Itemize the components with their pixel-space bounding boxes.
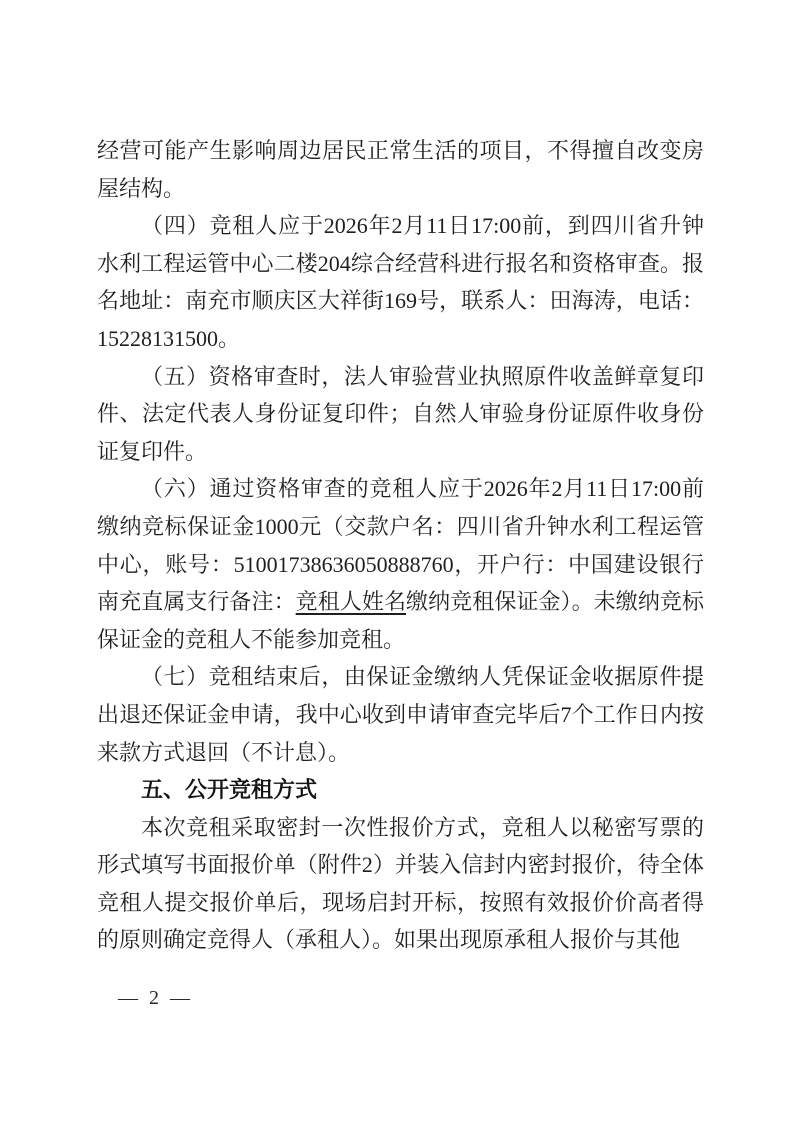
item-6-bidder-name-underlined: 竞租人姓名 xyxy=(295,589,407,615)
item-6-text-after: 缴纳竞租保证金）。未缴纳竞标保证金的竞租人不能参加竞租。 xyxy=(97,589,704,652)
paragraph-continuation: 经营可能产生影响周边居民正常生活的项目，不得擅自改变房屋结构。 xyxy=(97,138,704,201)
section-5-paragraph: 本次竞租采取密封一次性报价方式，竞租人以秘密写票的形式填写书面报价单（附件2）并装入信封内密封报价，待全体竞租人提交报价单后，现场启封开标，按照有效报价价高者得的原则确定竞得人（承租人）。如果出现原承租人报价与其他 xyxy=(97,814,704,953)
paragraph-item-5: （五）资格审查时，法人审验营业执照原件收盖鲜章复印件、法定代表人身份证复印件；自然人审验身份证原件收身份证复印件。 xyxy=(97,363,704,464)
document-body xyxy=(97,132,704,959)
page-number: — 2 — xyxy=(118,987,193,1009)
paragraph-item-7: （七）竞租结束后，由保证金缴纳人凭保证金收据原件提出退还保证金申请，我中心收到申请审查完毕后7个工作日内按来款方式退回（不计息）。 xyxy=(97,664,704,765)
paragraph-item-4: （四）竞租人应于2026年2月11日17:00前，到四川省升钟水利工程运管中心二楼204综合经营科进行报名和资格审查。报名地址：南充市顺庆区大祥街169号，联系人：田海涛，电话：15228131500。 xyxy=(97,213,704,351)
paragraph-item-6 xyxy=(97,470,704,658)
section-5-heading: 五、公开竞租方式 xyxy=(141,777,318,803)
item-6-text-before: （六）通过资格审查的竞租人应于2026年2月11日17:00前缴纳竞标保证金1000元（交款户名：四川省升钟水利工程运管中心，账号：51001738636050888760，开户行：中国建设银行南充直属支行备注： xyxy=(97,476,704,615)
